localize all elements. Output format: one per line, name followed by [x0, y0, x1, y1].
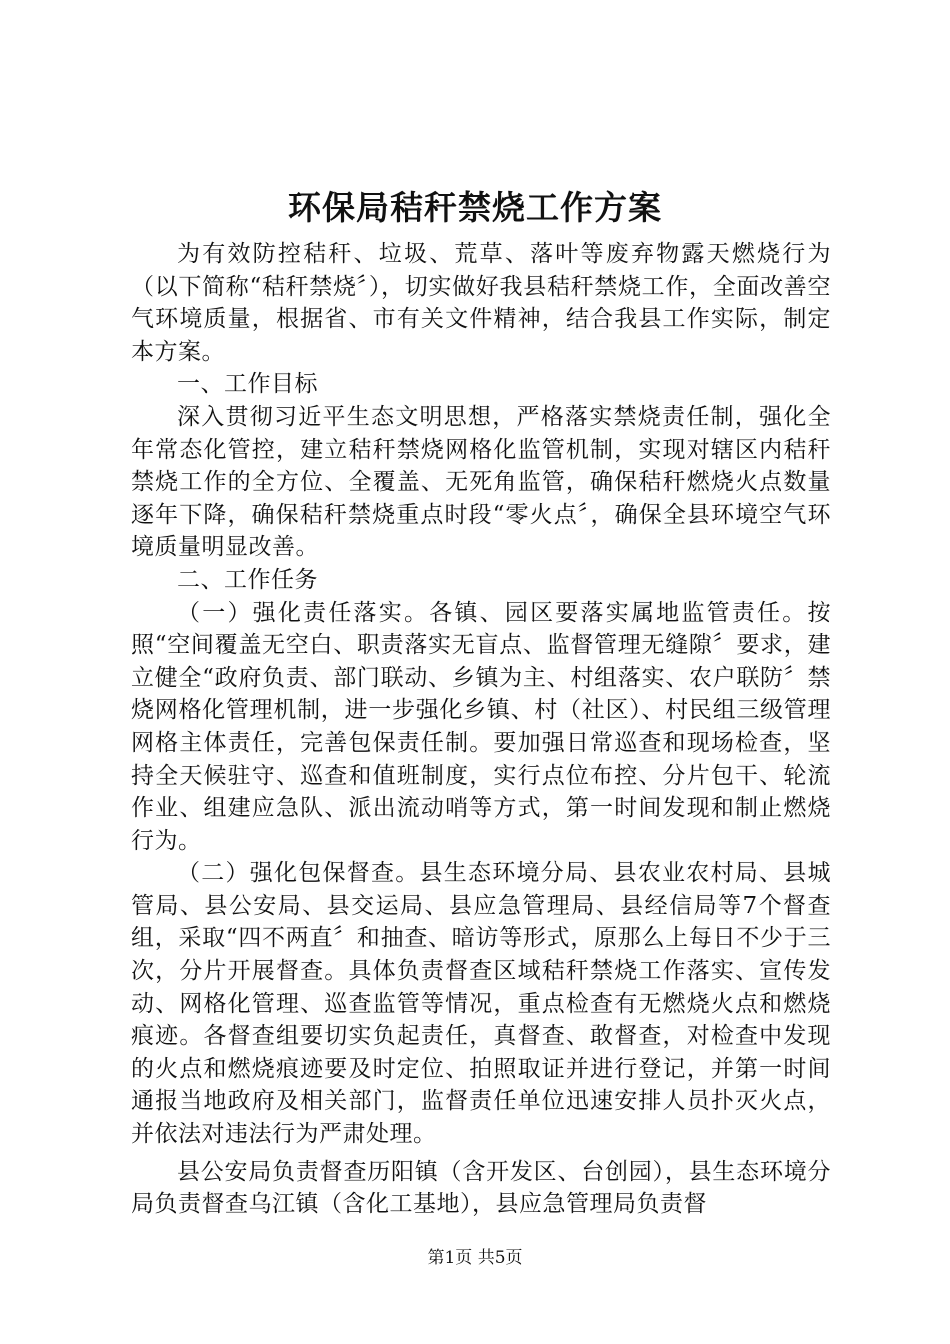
- paragraph-task-1: （一）强化责任落实。各镇、园区要落实属地监管责任。按照“空间覆盖无空白、职责落实无盲点、监督管理无缝隙〞要求，建立健全“政府负责、部门联动、乡镇为主、村组落实、农户联防〞禁烧网格化管理机制，进一步强化乡镇、村（社区）、村民组三级管理网格主体责任，完善包保责任制。要加强日常巡查和现场检查，坚持全天候驻守、巡查和值班制度，实行点位布控、分片包干、轮流作业、组建应急队、派出流动哨等方式，第一时间发现和制止燃烧行为。: [131, 599, 831, 854]
- document-body: [131, 238, 831, 1221]
- paragraph-intro: 为有效防控秸秆、垃圾、荒草、落叶等废弃物露天燃烧行为（以下简称“秸秆禁烧〞），切实做好我县秸秆禁烧工作，全面改善空气环境质量，根据省、市有关文件精神，结合我县工作实际，制定本方案。: [131, 241, 831, 365]
- page-footer: 第1页 共5页: [427, 1248, 523, 1268]
- paragraph-goals: 深入贯彻习近平生态文明思想，严格落实禁烧责任制，强化全年常态化管控，建立秸秆禁烧网格化监管机制，实现对辖区内秸秆禁烧工作的全方位、全覆盖、无死角监管，确保秸秆燃烧火点数量逐年下降，确保秸秆禁烧重点时段“零火点〞，确保全县环境空气环境质量明显改善。: [131, 403, 831, 561]
- section-heading-goals: 一、工作目标: [177, 371, 318, 398]
- paragraph-task-2: （二）强化包保督查。县生态环境分局、县农业农村局、县城管局、县公安局、县交运局、县应急管理局、县经信局等7个督查组，采取“四不两直〞和抽查、暗访等形式，原那么上每日不少于三次，分片开展督查。具体负责督查区域秸秆禁烧工作落实、宣传发动、网格化管理、巡查监管等情况，重点检查有无燃烧火点和燃烧痕迹。各督查组要切实负起责任，真督查、敢督查，对检查中发现的火点和燃烧痕迹要及时定位、拍照取证并进行登记，并第一时间通报当地政府及相关部门，监督责任单位迅速安排人员扑灭火点，并依法对违法行为严肃处理。: [131, 860, 831, 1148]
- section-heading-tasks: 二、工作任务: [177, 566, 318, 593]
- paragraph-assignment: 县公安局负责督查历阳镇（含开发区、台创园），县生态环境分局负责督查乌江镇（含化工基地），县应急管理局负责督: [131, 1158, 831, 1218]
- document-title: 环保局秸秆禁烧工作方案: [288, 188, 662, 227]
